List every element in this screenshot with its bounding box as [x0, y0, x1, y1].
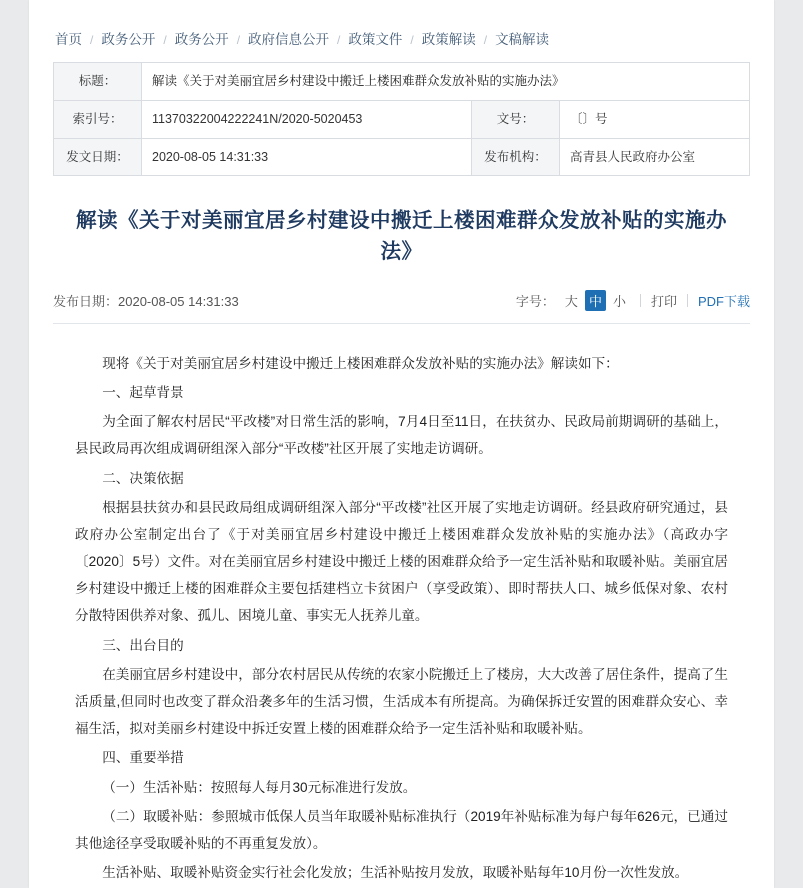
breadcrumb-separator: / [483, 33, 488, 47]
paragraph: 在美丽宜居乡村建设中，部分农村居民从传统的农家小院搬迁上了楼房，大大改善了居住条件，提高了生活质量,但同时也改变了群众沿袭多年的生活习惯，生活成本有所提高。为确保拆迁安置的困难群众安心、幸福生活，拟对美丽乡村建设中拆迁安置上楼的困难群众给予一定生活补贴和取暖补贴。 [75, 666, 728, 737]
fontsize-small-button[interactable]: 小 [612, 293, 626, 309]
breadcrumb-item-5[interactable]: 政策解读 [421, 32, 476, 47]
breadcrumb-item-2[interactable]: 政务公开 [174, 32, 229, 47]
meta-label-date: 发文日期： [54, 138, 142, 176]
toolbar-divider [687, 294, 688, 307]
paragraph: 生活补贴、取暖补贴资金实行社会化发放；生活补贴按月发放，取暖补贴每年10月份一次性发放。 [102, 865, 689, 881]
section-heading: 一、起草背景 [102, 384, 184, 400]
meta-value-index: 11370322004222241N/2020-5020453 [142, 100, 472, 138]
breadcrumb-item-0[interactable]: 首页 [55, 32, 82, 47]
document-sheet [29, 0, 774, 888]
pdf-download-button[interactable]: PDF下载 [697, 293, 750, 309]
paragraph: （一）生活补贴：按照每人每月30元标准进行发放。 [102, 779, 417, 795]
breadcrumb-separator: / [163, 33, 167, 47]
breadcrumb-item-6[interactable]: 文稿解读 [495, 32, 550, 47]
meta-label-agency: 发布机构： [471, 138, 559, 176]
paragraph: 为全面了解农村居民“平改楼”对日常生活的影响，7月4日至11日，在扶贫办、民政局前期调研的基础上，县民政局再次组成调研组深入部分“平改楼”社区开展了实地走访调研。 [75, 414, 728, 457]
meta-value-docnum: 〔〕号 [559, 100, 749, 138]
toolbar-divider [640, 294, 641, 307]
document-toolbar [53, 290, 750, 324]
breadcrumb-separator: / [410, 33, 414, 47]
breadcrumb-item-4[interactable]: 政策文件 [348, 32, 403, 47]
document-meta-table [53, 62, 750, 176]
page-title: 解读《关于对美丽宜居乡村建设中搬迁上楼困难群众发放补贴的实施办法》 [76, 209, 727, 263]
document-body [75, 350, 728, 887]
document-meta-table-wrap [29, 62, 774, 176]
breadcrumb-item-1[interactable]: 政务公开 [101, 32, 156, 47]
meta-label-title: 标题： [54, 63, 142, 101]
paragraph: 根据县扶贫办和县民政局组成调研组深入部分“平改楼”社区开展了实地走访调研。经县政府研究通过，县政府办公室制定出台了《于对美丽宜居乡村建设中搬迁上楼困难群众发放补贴的实施办法》（高政办字〔2020〕5号）文件。对在美丽宜居乡村建设中搬迁上楼的困难群众给予一定生活补贴和取暖补贴。美丽宜居乡村建设中搬迁上楼的困难群众主要包括建档立卡贫困户（享受政策）、即时帮扶人口、城乡低保对象、农村分散特困供养对象、孤儿、困境儿童、事实无人抚养儿童。 [75, 499, 728, 624]
meta-label-docnum: 文号： [471, 100, 559, 138]
section-heading: 二、决策依据 [102, 470, 184, 486]
fontsize-label: 字号： [515, 293, 555, 309]
paragraph: 现将《关于对美丽宜居乡村建设中搬迁上楼困难群众发放补贴的实施办法》解读如下： [102, 355, 619, 371]
table-row [54, 138, 750, 176]
section-heading: 四、重要举措 [102, 750, 184, 766]
paragraph: （二）取暖补贴：参照城市低保人员当年取暖补贴标准执行（2019年补贴标准为每户每年626元，已通过其他途径享受取暖补贴的不再重复发放）。 [75, 808, 728, 851]
meta-value-title: 解读《关于对美丽宜居乡村建设中搬迁上楼困难群众发放补贴的实施办法》 [142, 63, 750, 101]
fontsize-medium-button[interactable]: 中 [585, 290, 606, 311]
table-row [54, 63, 750, 101]
fontsize-large-button[interactable]: 大 [564, 293, 578, 309]
table-row [54, 100, 750, 138]
breadcrumb [29, 0, 774, 62]
breadcrumb-separator: / [236, 33, 241, 47]
publish-date: 发布日期：2020-08-05 14:31:33 [53, 293, 239, 309]
meta-value-agency: 高青县人民政府办公室 [559, 138, 749, 176]
breadcrumb-item-3[interactable]: 政府信息公开 [248, 32, 330, 47]
print-button[interactable]: 打印 [650, 293, 677, 309]
breadcrumb-separator: / [337, 33, 341, 47]
breadcrumb-separator: / [90, 33, 94, 47]
toolbar-actions [516, 290, 750, 311]
meta-label-index: 索引号： [54, 100, 142, 138]
section-heading: 三、出台目的 [102, 637, 184, 653]
meta-value-date: 2020-08-05 14:31:33 [142, 138, 472, 176]
